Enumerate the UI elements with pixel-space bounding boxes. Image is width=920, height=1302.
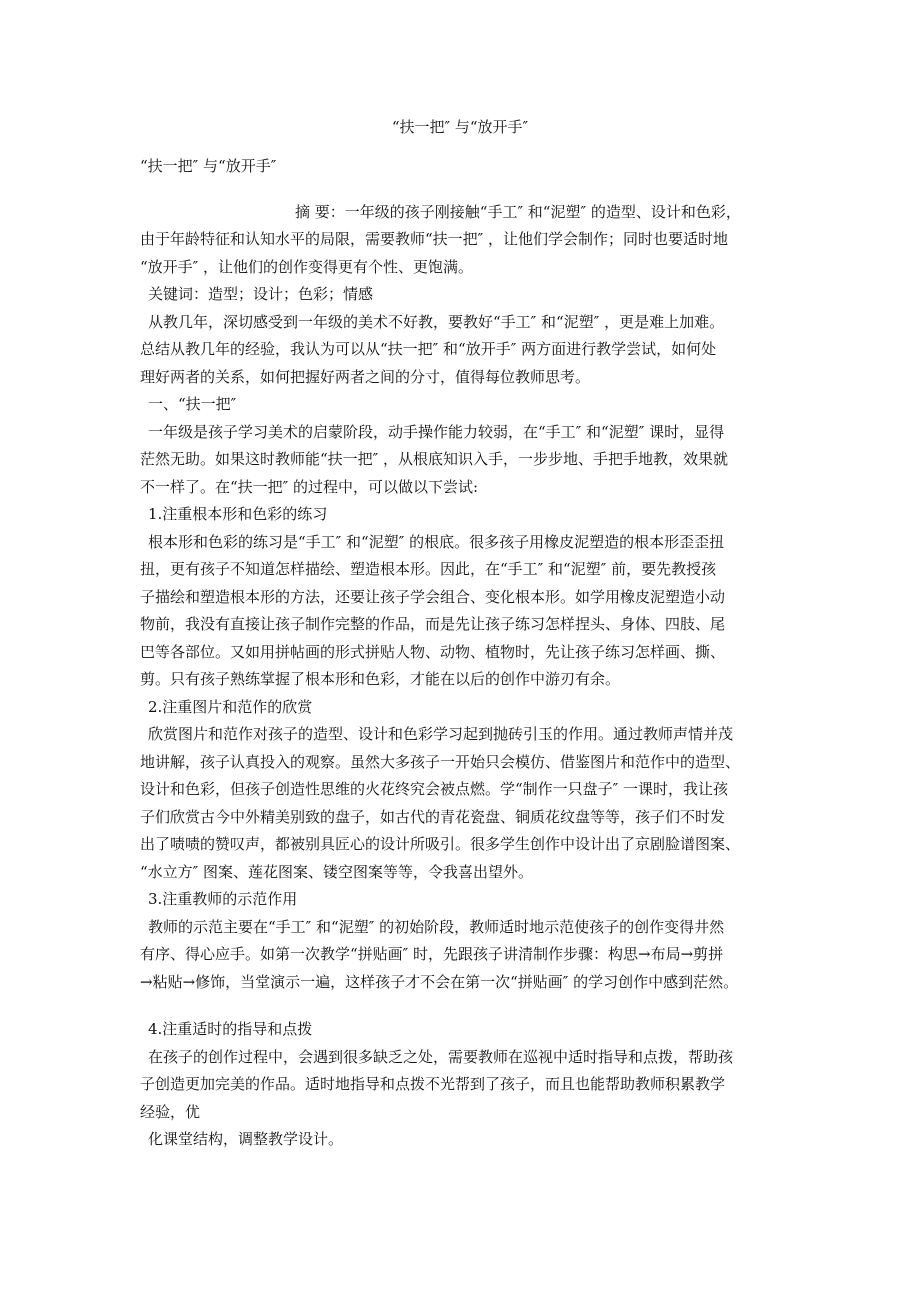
section-intro-line: 茫然无助。如果这时教师能“扶一把″ ，从根底知识入手，一步步地、手把手地教，效果就 (140, 450, 729, 468)
intro-line: 总结从教几年的经验，我认为可以从“扶一把″ 和“放开手″ 两方面进行教学尝试，如何处 (140, 340, 717, 358)
item-text-line: 出了啧啧的赞叹声，都被别具匠心的设计所吸引。很多学生创作中设计出了京剧脸谱图案、 (140, 835, 741, 853)
item-text-line: 欣赏图片和范作对孩子的造型、设计和色彩学习起到抛砖引玉的作用。通过教师声情并茂 (148, 725, 734, 743)
section-intro-line: 一年级是孩子学习美术的启蒙阶段，动手操作能力较弱，在“手工″ 和“泥塑″ 课时，显得 (148, 422, 725, 441)
item-text-line: 子们欣赏古今中外精美别致的盘子，如古代的青花瓷盘、铜质花纹盘等等，孩子们不时发 (140, 807, 726, 826)
item-text-line: 扭，更有孩子不知道怎样描绘、塑造根本形。因此，在“手工″ 和“泥塑″ 前，要先教授孩 (140, 560, 717, 578)
item-heading: 1.注重根本形和色彩的练习 (148, 505, 328, 523)
item-text-line: 巴等各部位。又如用拼帖画的形式拼贴人物、动物、植物时，先让孩子练习怎样画、撕、 (140, 642, 726, 661)
section-intro-line: 不一样了。在“扶一把″ 的过程中，可以做以下尝试: (140, 477, 479, 496)
item-text-line: 化课堂结构，调整教学设计。 (148, 1130, 344, 1148)
item-heading: 4.注重适时的指导和点拨 (148, 1020, 313, 1038)
item-text-line: 教师的示范主要在“手工″ 和“泥塑″ 的初始阶段，教师适时地示范使孩子的创作变得井然 (148, 917, 725, 936)
item-text-line: 子创造更加完美的作品。适时地指导和点拨不光帮到了孩子，而且也能帮助教师积累教学 (140, 1075, 726, 1093)
spacer (140, 181, 790, 199)
abstract-line: “放开手″ ，让他们的创作变得更有个性、更饱满。 (140, 257, 474, 276)
spacer (140, 996, 790, 1016)
document-body (140, 153, 790, 1154)
item-heading: 3.注重教师的示范作用 (148, 890, 298, 908)
item-text-line: 物前，我没有直接让孩子制作完整的作品，而是先让孩子练习怎样捏头、身体、四肢、尾 (140, 615, 726, 633)
intro-line: 理好两者的关系，如何把握好两者之间的分寸，值得每位教师思考。 (140, 367, 591, 386)
item-text-line: 剪。只有孩子熟练掌握了根本形和色彩，才能在以后的创作中游刃有余。 (140, 670, 621, 688)
section-heading: 一、“扶一把″ (148, 395, 237, 413)
item-heading: 2.注重图片和范作的欣赏 (148, 697, 313, 716)
item-text-line: 根本形和色彩的练习是“手工″ 和“泥塑″ 的根底。很多孩子用橡皮泥塑造的根本形歪歪扭 (148, 532, 725, 551)
abstract-line: 摘 要：一年级的孩子刚接触“手工″ 和“泥塑″ 的造型、设计和色彩， (295, 202, 741, 221)
abstract-line: 由于年龄特征和认知水平的局限，需要教师“扶一把″ ，让他们学会制作；同时也要适时地 (140, 230, 729, 248)
intro-line: 从教几年，深切感受到一年级的美术不好教，要教好“手工″ 和“泥塑″ ，更是难上加难。 (148, 312, 725, 331)
item-text-line: 设计和色彩，但孩子创造性思维的火花终究会被点燃。学“制作一只盘子″ 一课时，我让孩 (140, 780, 729, 798)
item-text-line: 在孩子的创作过程中，会遇到很多缺乏之处，需要教师在巡视中适时指导和点拨，帮助孩 (148, 1047, 734, 1066)
keywords: 关键词：造型；设计；色彩；情感 (148, 285, 374, 303)
subtitle: “扶一把″ 与“放开手″ (140, 157, 277, 175)
item-text-line: →粘贴→修饰，当堂演示一遍，这样孩子才不会在第一次“拼贴画″ 的学习创作中感到茫然。 (140, 972, 739, 991)
item-text-line: 子描绘和塑造根本形的方法，还要让孩子学会组合、变化根本形。如学用橡皮泥塑造小动 (140, 587, 726, 606)
item-text-line: 经验，优 (140, 1102, 201, 1121)
item-text-line: 有序、得心应手。如第一次教学“拼贴画″ 时，先跟孩子讲清制作步骤：构思→布局→剪拼 (140, 945, 724, 963)
item-text-line: 地讲解，孩子认真投入的观察。虽然大多孩子一开始只会模仿、借鉴图片和范作中的造型、 (140, 752, 741, 771)
item-text-line: “水立方″ 图案、莲花图案、镂空图案等等，令我喜出望外。 (140, 862, 534, 881)
document-title: “扶一把″ 与“放开手″ (391, 118, 529, 136)
